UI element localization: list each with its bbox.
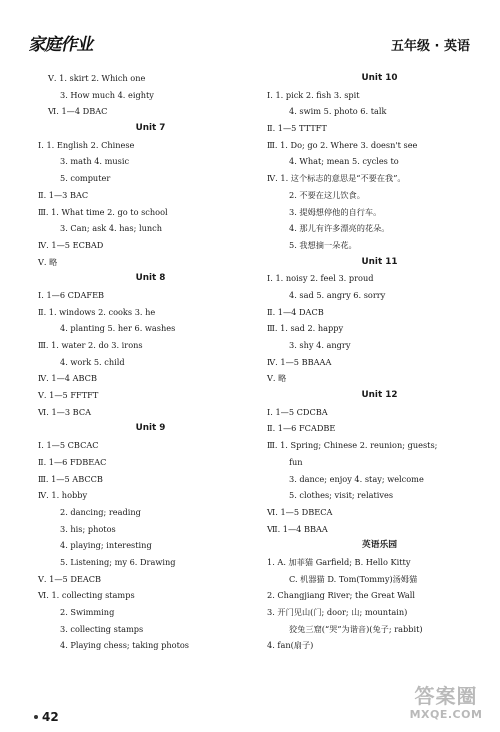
- answer-line: Ⅲ. 1. Spring; Chinese 2. reunion; guests;: [267, 440, 438, 451]
- answer-line: 4. swim 5. photo 6. talk: [289, 106, 387, 117]
- bullet-icon: [34, 715, 38, 719]
- answer-line: fun: [289, 456, 303, 467]
- answer-line: 3. shy 4. angry: [289, 340, 351, 350]
- answer-line: 4. Playing chess; taking photos: [60, 640, 189, 651]
- answer-line: 2. Swimming: [60, 607, 115, 617]
- answer-line: 4. planting 5. her 6. washes: [60, 323, 176, 334]
- answer-line: Ⅵ. 1—5 DBECA: [267, 506, 333, 517]
- answer-line: Ⅳ. 1. hobby: [38, 490, 88, 501]
- answer-line: Ⅲ. 1. water 2. do 3. irons: [38, 340, 143, 350]
- answer-line: 4. 那儿有许多漂亮的花朵。: [289, 223, 390, 234]
- answer-line: 2. 不要在这儿饮食。: [289, 189, 365, 200]
- answer-line: Ⅵ. 1. collecting stamps: [38, 590, 135, 601]
- answer-line: Ⅲ. 1. Do; go 2. Where 3. doesn't see: [267, 139, 418, 150]
- answer-line: Ⅱ. 1—4 DACB: [267, 306, 324, 317]
- answer-line: Ⅴ. 略: [38, 256, 58, 267]
- page-header: [0, 0, 500, 60]
- answer-line: Ⅶ. 1—4 BBAA: [267, 523, 328, 534]
- unit-heading: Unit 12: [361, 390, 398, 401]
- answer-line: Ⅳ. 1—5 BBAAA: [267, 356, 332, 367]
- answer-line: Ⅰ. 1—5 CBCAC: [38, 440, 99, 451]
- answer-line: Ⅵ. 1—3 BCA: [38, 406, 91, 417]
- grade-subject-label: 五年级 · 英语: [391, 39, 470, 54]
- page-number-text: 42: [42, 710, 59, 724]
- answer-line: 4. sad 5. angry 6. sorry: [289, 289, 386, 300]
- unit-heading: Unit 7: [135, 123, 166, 134]
- answer-line: Ⅳ. 1. 这个标志的意思是“不要在我”。: [267, 173, 406, 184]
- answer-line: 2. Changjiang River; the Great Wall: [267, 590, 415, 601]
- answer-line: Ⅰ. 1. noisy 2. feel 3. proud: [267, 273, 374, 284]
- answer-line: Ⅲ. 1—5 ABCCB: [38, 473, 103, 484]
- answer-line: 1. A. 加菲猫 Garfield; B. Hello Kitty: [267, 556, 411, 567]
- answer-line: 3. Can; ask 4. has; lunch: [60, 223, 162, 234]
- watermark-logo: 答案圈: [414, 684, 478, 708]
- answer-line: 5. clothes; visit; relatives: [289, 490, 394, 501]
- unit-heading: Unit 9: [135, 423, 166, 434]
- answer-line: 5. 我想摘一朵花。: [289, 239, 357, 250]
- answer-line: Ⅴ. 略: [267, 373, 287, 384]
- answer-line: Ⅵ. 1—4 DBAC: [48, 106, 108, 117]
- answer-line: 3. collecting stamps: [60, 623, 144, 634]
- answer-column-right: [267, 70, 492, 654]
- answer-line: Ⅴ. 1. skirt 2. Which one: [48, 73, 146, 83]
- answer-line: 5. Listening; my 6. Drawing: [60, 556, 176, 567]
- answer-line: 狡兔三窟(“哭”为谐音)(兔子; rabbit): [289, 623, 423, 634]
- answer-line: C. 机器猫 D. Tom(Tommy)汤姆猫: [289, 573, 418, 584]
- answer-line: 3. How much 4. eighty: [60, 89, 154, 100]
- answer-line: 5. computer: [60, 173, 111, 184]
- answer-line: 4. fan(扇子): [267, 640, 314, 651]
- answer-line: 3. his; photos: [60, 523, 116, 534]
- unit-heading: Unit 11: [361, 256, 398, 267]
- answer-line: 3. math 4. music: [60, 156, 130, 167]
- unit-heading: Unit 8: [135, 273, 166, 284]
- answer-line: Ⅴ. 1—5 FFTFT: [38, 390, 99, 401]
- answer-line: 4. What; mean 5. cycles to: [289, 156, 399, 167]
- answer-line: Ⅱ. 1—5 TTTFT: [267, 123, 327, 134]
- page-number: [34, 710, 59, 724]
- answer-line: 3. 提姆想停他的自行车。: [289, 206, 382, 217]
- answer-line: Ⅱ. 1—3 BAC: [38, 189, 89, 200]
- answer-line: 2. dancing; reading: [60, 506, 141, 517]
- answer-line: 3. 开门见山(门; door; 山; mountain): [267, 607, 408, 617]
- answer-line: Ⅳ. 1—4 ABCB: [38, 373, 97, 384]
- answer-column-left: [38, 70, 263, 654]
- unit-heading: Unit 10: [361, 73, 398, 83]
- answer-line: Ⅴ. 1—5 DEACB: [38, 573, 102, 584]
- answer-line: Ⅰ. 1. English 2. Chinese: [38, 139, 135, 150]
- answer-line: 3. dance; enjoy 4. stay; welcome: [289, 473, 424, 484]
- answer-line: Ⅰ. 1. pick 2. fish 3. spit: [267, 89, 360, 100]
- answer-line: Ⅲ. 1. sad 2. happy: [267, 323, 344, 334]
- book-logo: 家庭作业: [27, 35, 96, 55]
- watermark: [400, 684, 492, 728]
- answer-line: Ⅰ. 1—6 CDAFEB: [38, 289, 105, 300]
- answer-line: Ⅲ. 1. What time 2. go to school: [38, 206, 168, 217]
- watermark-url: MXQE.COM: [409, 708, 483, 721]
- answer-line: Ⅳ. 1—5 ECBAD: [38, 239, 104, 250]
- answer-line: Ⅱ. 1—6 FDBEAC: [38, 456, 107, 467]
- answer-line: Ⅰ. 1—5 CDCBA: [267, 406, 328, 417]
- answer-line: Ⅱ. 1. windows 2. cooks 3. he: [38, 306, 156, 317]
- unit-heading: 英语乐园: [361, 540, 398, 551]
- answer-line: 4. playing; interesting: [60, 540, 152, 551]
- answer-line: 4. work 5. child: [60, 356, 125, 367]
- answer-line: Ⅱ. 1—6 FCADBE: [267, 423, 336, 434]
